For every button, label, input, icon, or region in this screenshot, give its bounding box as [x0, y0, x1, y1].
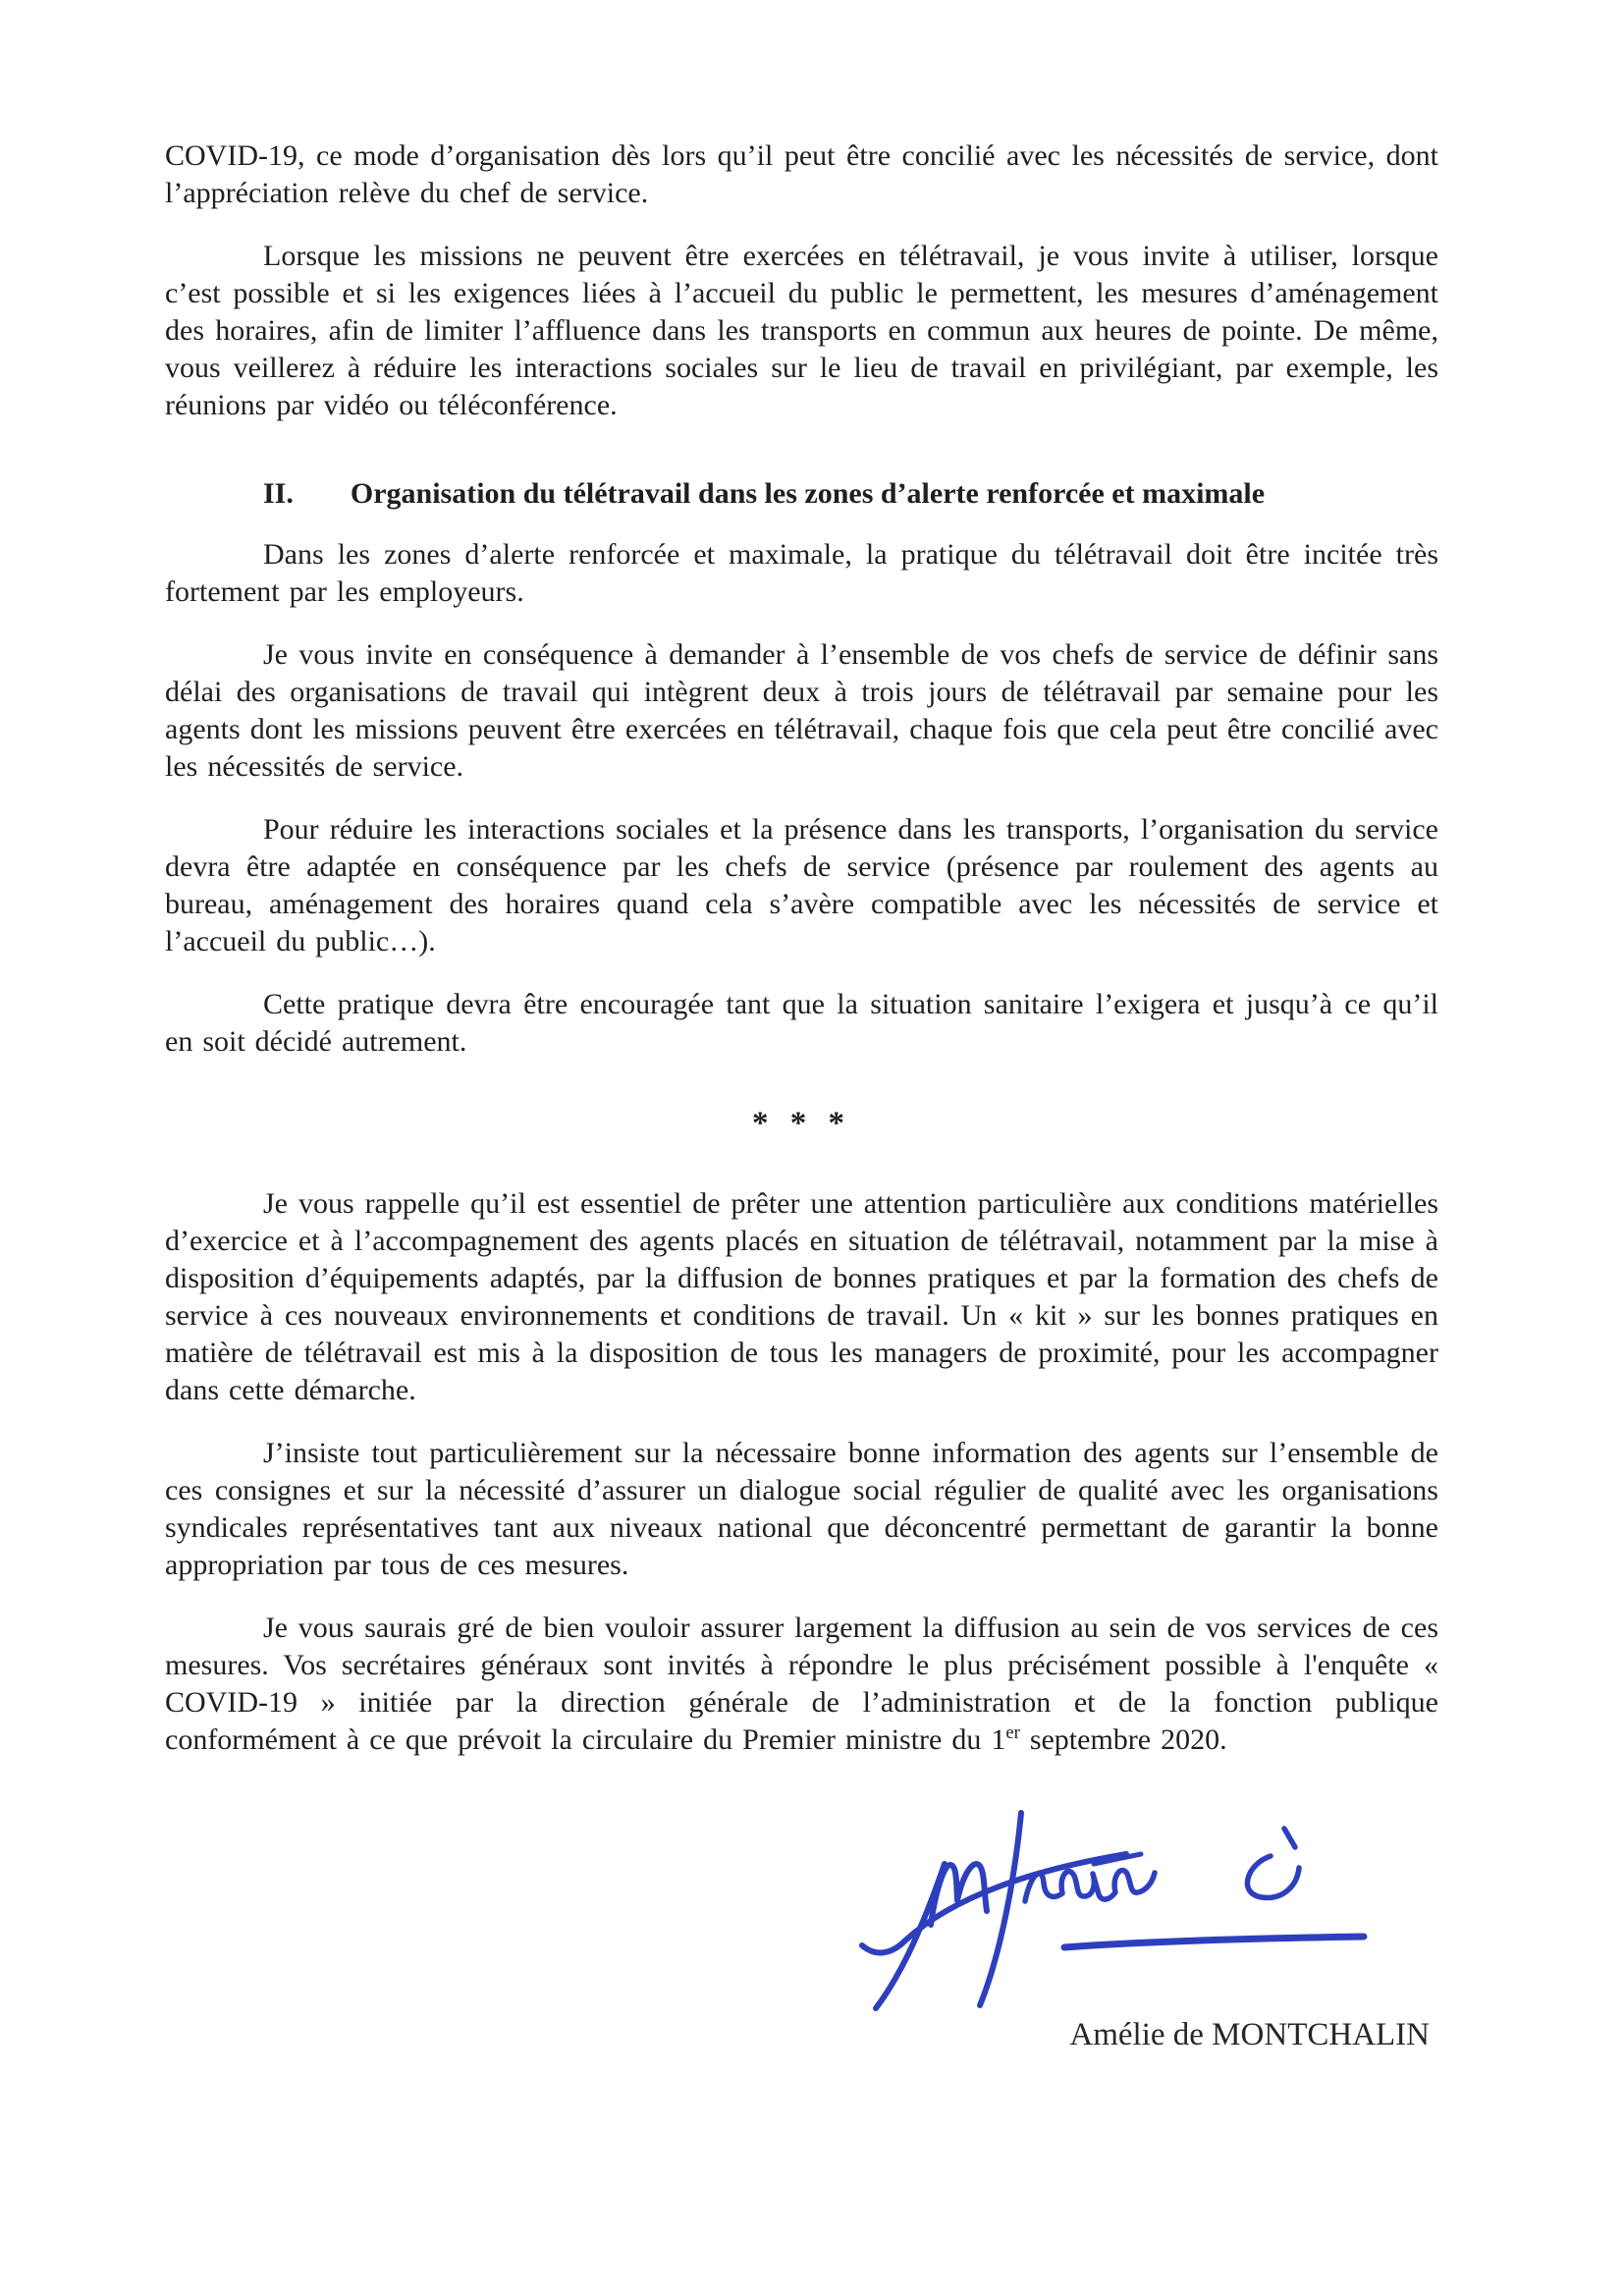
paragraph-dialogue-social: J’insiste tout particulièrement sur la nécessaire bonne information des agents sur l’ensemble de ces consignes et sur la nécessité d’assurer un dialogue social régulier de qualité avec les organisations syndicales représentatives tant aux niveaux national que déconcentré permettant de garantir la bonne appropriation par tous de ces mesures. — [165, 1437, 1438, 1581]
paragraph-chefs-de-service: Je vous invite en conséquence à demander à l’ensemble de vos chefs de service de définir sans délai des organisations de travail qui intègrent deux à trois jours de télétravail par semaine pour les agents dont les missions peuvent être exercées en télétravail, chaque fois que cela peut être concilié avec les nécessités de service. — [165, 638, 1438, 783]
signature-block — [846, 1805, 1372, 2019]
paragraph-pratique-encouragee: Cette pratique devra être encouragée tant que la situation sanitaire l’exigera et jusqu’à ce qu’il en soit décidé autrement. — [165, 988, 1438, 1058]
paragraph-missions-teletravail: Lorsque les missions ne peuvent être exercées en télétravail, je vous invite à utiliser, lorsque c’est possible et si les exigences liées à l’accueil du public le permettent, les mesures d’aménagement des horaires, afin de limiter l’affluence dans les transports en commun aux heures de pointe. De même, vous veillerez à réduire les interactions sociales sur le lieu de travail en privilégiant, par exemple, les réunions par vidéo ou téléconférence. — [165, 240, 1438, 421]
paragraph-diffusion-text: Je vous saurais gré de bien vouloir assurer largement la diffusion au sein de vos services de ces mesures. Vos secrétaires généraux sont invités à répondre le plus précisément possible à l'enquête « COVID-19 » initiée par la direction générale de l’administration et de la fonction publique conformément à ce que prévoit la circulaire du Premier ministre du 1 — [165, 1612, 1438, 1756]
letter-body — [165, 137, 1438, 1784]
section-numeral: II. — [263, 477, 294, 510]
paragraph-conditions-materielles: Je vous rappelle qu’il est essentiel de prêter une attention particulière aux conditions matérielles d’exercice et à l’accompagnement des agents placés en situation de télétravail, notamment par la mise à disposition d’équipements adaptés, par la diffusion de bonnes pratiques et par la formation des chefs de service à ces nouveaux environnements et conditions de travail. Un « kit » sur les bonnes pratiques en matière de télétravail est mis à la disposition de tous les managers de proximité, pour les accompagner dans cette démarche. — [165, 1187, 1438, 1406]
signature-scribble-icon — [846, 1805, 1372, 2019]
paragraph-diffusion-enquete — [165, 1610, 1438, 1759]
paragraph-zones-alerte: Dans les zones d’alerte renforcée et maximale, la pratique du télétravail doit être incitée très fortement par les employeurs. — [165, 538, 1438, 608]
section-heading-ii — [165, 475, 1438, 513]
paragraph-covid-continuation: COVID-19, ce mode d’organisation dès lors qu’il peut être concilié avec les nécessités de service, dont l’appréciation relève du chef de service. — [165, 139, 1438, 209]
signature-underline — [1064, 1937, 1364, 1947]
ordinal-superscript: er — [1005, 1722, 1020, 1743]
section-title: Organisation du télétravail dans les zones d’alerte renforcée et maximale — [350, 477, 1266, 510]
paragraph-diffusion-text-end: septembre 2020. — [1019, 1723, 1227, 1756]
paragraph-interactions-sociales: Pour réduire les interactions sociales et la présence dans les transports, l’organisation du service devra être adaptée en conséquence par les chefs de service (présence par roulement des agents au bureau, aménagement des horaires quand cela s’avère compatible avec les nécessités de service et l’accueil du public…). — [165, 813, 1438, 957]
signatory-name: Amélie de MONTCHALIN — [1069, 2017, 1430, 2052]
asterisk-separator: * * * — [752, 1106, 851, 1141]
